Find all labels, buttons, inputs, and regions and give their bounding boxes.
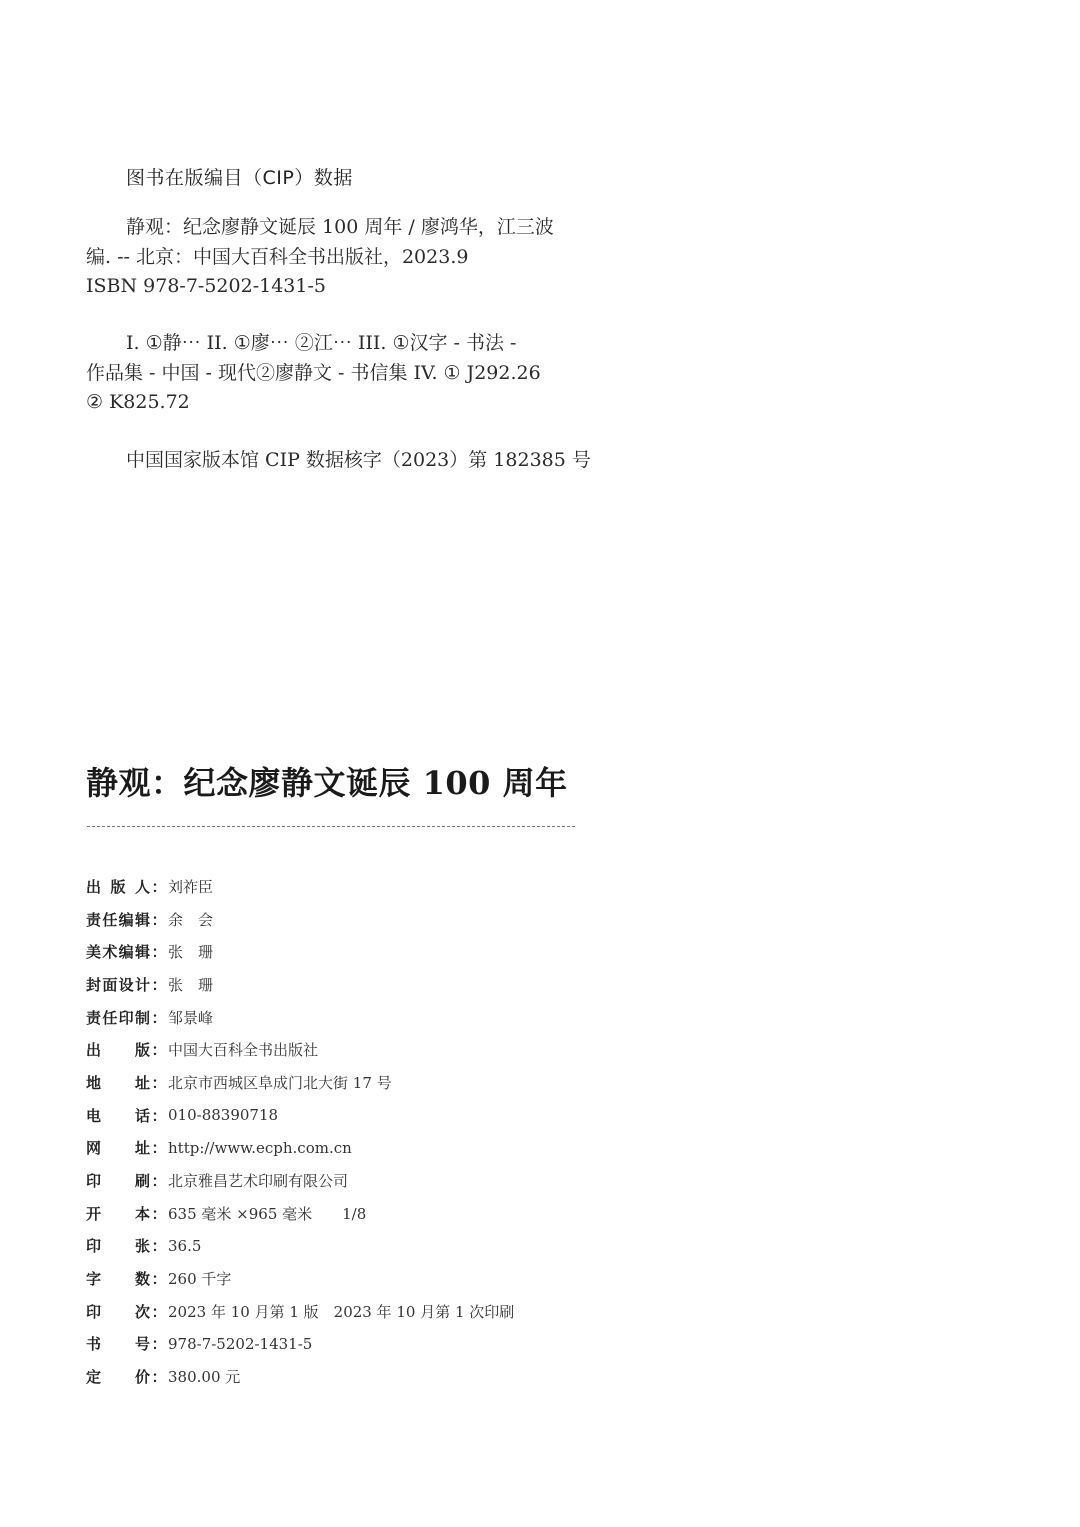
credit-separator: ： xyxy=(151,1041,167,1060)
cip-entry xyxy=(86,213,586,302)
credit-value: 中国大百科全书出版社 xyxy=(168,1041,319,1060)
credit-value: 张 珊 xyxy=(168,943,214,962)
credit-label-char: 本 xyxy=(134,1204,150,1223)
credit-value: 余 会 xyxy=(168,910,214,929)
cip-entry-line: ISBN 978-7-5202-1431-5 xyxy=(86,275,326,297)
credit-value: 978-7-5202-1431-5 xyxy=(168,1334,313,1353)
credit-separator: ： xyxy=(151,1073,167,1092)
credit-value: 邹景峰 xyxy=(168,1008,214,1027)
credit-label xyxy=(86,1366,150,1387)
credit-label-char: 刷 xyxy=(134,1172,150,1191)
cip-entry-line: 静观：纪念廖静文诞辰 100 周年 / 廖鸿华，江三波 xyxy=(126,216,554,238)
credit-label-char: 印 xyxy=(118,1008,134,1027)
credit-separator: ： xyxy=(151,1270,167,1289)
credit-row xyxy=(86,870,606,903)
credit-label xyxy=(86,974,150,995)
credit-label-char: 次 xyxy=(134,1302,150,1321)
dashed-divider xyxy=(87,826,575,827)
credit-value: 635 毫米 ×965 毫米 1/8 xyxy=(168,1204,367,1223)
credit-label xyxy=(86,1268,150,1289)
credit-separator: ： xyxy=(151,1008,167,1027)
credit-label-char: 人 xyxy=(134,877,150,896)
credit-value: 北京市西城区阜成门北大街 17 号 xyxy=(168,1073,392,1092)
credit-label xyxy=(86,1170,150,1191)
credit-label xyxy=(86,1007,150,1028)
credit-row xyxy=(86,1164,606,1197)
credit-separator: ： xyxy=(151,877,167,896)
cip-number xyxy=(86,446,591,476)
credit-label xyxy=(86,876,150,897)
credit-label-char: 制 xyxy=(134,1008,150,1027)
credit-label-char: 价 xyxy=(134,1368,150,1387)
credit-value: 260 千字 xyxy=(168,1270,232,1289)
credit-label-char: 美 xyxy=(86,943,102,962)
credit-label-char: 辑 xyxy=(134,943,150,962)
credit-row xyxy=(86,1033,606,1066)
credit-label-char: 任 xyxy=(102,1008,118,1027)
credit-separator: ： xyxy=(151,1368,167,1387)
credit-label-char: 版 xyxy=(134,1041,150,1060)
cip-classification-line: ② K825.72 xyxy=(86,391,190,413)
credit-label xyxy=(86,1137,150,1158)
credit-value: 张 珊 xyxy=(168,975,214,994)
credit-label-char: 责 xyxy=(86,910,102,929)
credit-separator: ： xyxy=(151,1172,167,1191)
credit-label xyxy=(86,1301,150,1322)
credit-label-char: 数 xyxy=(134,1270,150,1289)
credit-row xyxy=(86,935,606,968)
credit-label-char: 号 xyxy=(134,1335,150,1354)
credit-label-char: 电 xyxy=(86,1106,102,1125)
cip-heading: 图书在版编目（CIP）数据 xyxy=(126,167,353,189)
credit-row xyxy=(86,1066,606,1099)
credit-value: 010-88390718 xyxy=(168,1106,279,1125)
credit-value: 36.5 xyxy=(168,1236,202,1255)
credit-label-char: 封 xyxy=(86,975,102,994)
credit-label-char: 计 xyxy=(134,975,150,994)
credit-label xyxy=(86,1235,150,1256)
credit-row xyxy=(86,1295,606,1328)
credit-separator: ： xyxy=(151,943,167,962)
credit-label xyxy=(86,1105,150,1126)
credit-label-char: 话 xyxy=(134,1106,150,1125)
credit-separator: ： xyxy=(151,1302,167,1321)
credit-label-char: 印 xyxy=(86,1172,102,1191)
credit-separator: ： xyxy=(151,975,167,994)
credit-label xyxy=(86,1203,150,1224)
credit-label-char: 出 xyxy=(86,877,102,896)
credit-value: 2023 年 10 月第 1 版 2023 年 10 月第 1 次印刷 xyxy=(168,1302,515,1321)
credit-label-char: 面 xyxy=(102,975,118,994)
credit-label-char: 书 xyxy=(86,1335,102,1354)
credit-label-char: 地 xyxy=(86,1073,102,1092)
credit-label-char: 网 xyxy=(86,1139,102,1158)
credit-label-char: 责 xyxy=(86,1008,102,1027)
credits-list xyxy=(86,870,606,1393)
credit-label-char: 版 xyxy=(110,877,126,896)
credit-row xyxy=(86,968,606,1001)
credit-row xyxy=(86,1230,606,1263)
credit-label-char: 址 xyxy=(134,1073,150,1092)
credit-value: http://www.ecph.com.cn xyxy=(168,1138,352,1157)
credit-label-char: 设 xyxy=(118,975,134,994)
credit-row xyxy=(86,1360,606,1393)
credit-label xyxy=(86,1333,150,1354)
credit-separator: ： xyxy=(151,1139,167,1158)
cip-classification-line: 作品集 - 中国 - 现代②廖静文 - 书信集 IV. ① J292.26 xyxy=(86,361,541,384)
credit-separator: ： xyxy=(151,1204,167,1223)
credit-value: 北京雅昌艺术印刷有限公司 xyxy=(168,1172,349,1191)
credit-row xyxy=(86,1099,606,1132)
credit-label xyxy=(86,941,150,962)
book-title: 静观：纪念廖静文诞辰 100 周年 xyxy=(86,764,568,802)
cip-classification xyxy=(86,329,586,418)
credit-label-char: 编 xyxy=(118,943,134,962)
credit-label xyxy=(86,1072,150,1093)
cip-entry-line: 编. -- 北京：中国大百科全书出版社，2023.9 xyxy=(86,245,469,268)
credit-row xyxy=(86,903,606,936)
credit-label-char: 印 xyxy=(86,1237,102,1256)
credit-row xyxy=(86,1328,606,1361)
cip-classification-line: I. ①静⋯ II. ①廖⋯ ②江⋯ III. ①汉字 - 书法 - xyxy=(126,332,517,354)
credit-label-char: 任 xyxy=(102,910,118,929)
credit-label-char: 印 xyxy=(86,1302,102,1321)
credit-value: 380.00 元 xyxy=(168,1368,241,1387)
credit-separator: ： xyxy=(151,1335,167,1354)
credit-row xyxy=(86,1197,606,1230)
credit-separator: ： xyxy=(151,1106,167,1125)
credit-separator: ： xyxy=(151,910,167,929)
credit-label-char: 张 xyxy=(134,1237,150,1256)
credit-row xyxy=(86,1001,606,1034)
credit-label-char: 编 xyxy=(118,910,134,929)
credit-label-char: 字 xyxy=(86,1270,102,1289)
credit-separator: ： xyxy=(151,1237,167,1256)
credit-label-char: 定 xyxy=(86,1368,102,1387)
credit-label xyxy=(86,1039,150,1060)
credit-label-char: 开 xyxy=(86,1204,102,1223)
credit-value: 刘祚臣 xyxy=(168,877,214,896)
credit-label-char: 出 xyxy=(86,1041,102,1060)
credit-label-char: 辑 xyxy=(134,910,150,929)
credit-label-char: 术 xyxy=(102,943,118,962)
credit-label-char: 址 xyxy=(134,1139,150,1158)
cip-number-line: 中国国家版本馆 CIP 数据核字（2023）第 182385 号 xyxy=(126,449,591,471)
credit-row xyxy=(86,1262,606,1295)
credit-row xyxy=(86,1132,606,1165)
credit-label xyxy=(86,909,150,930)
